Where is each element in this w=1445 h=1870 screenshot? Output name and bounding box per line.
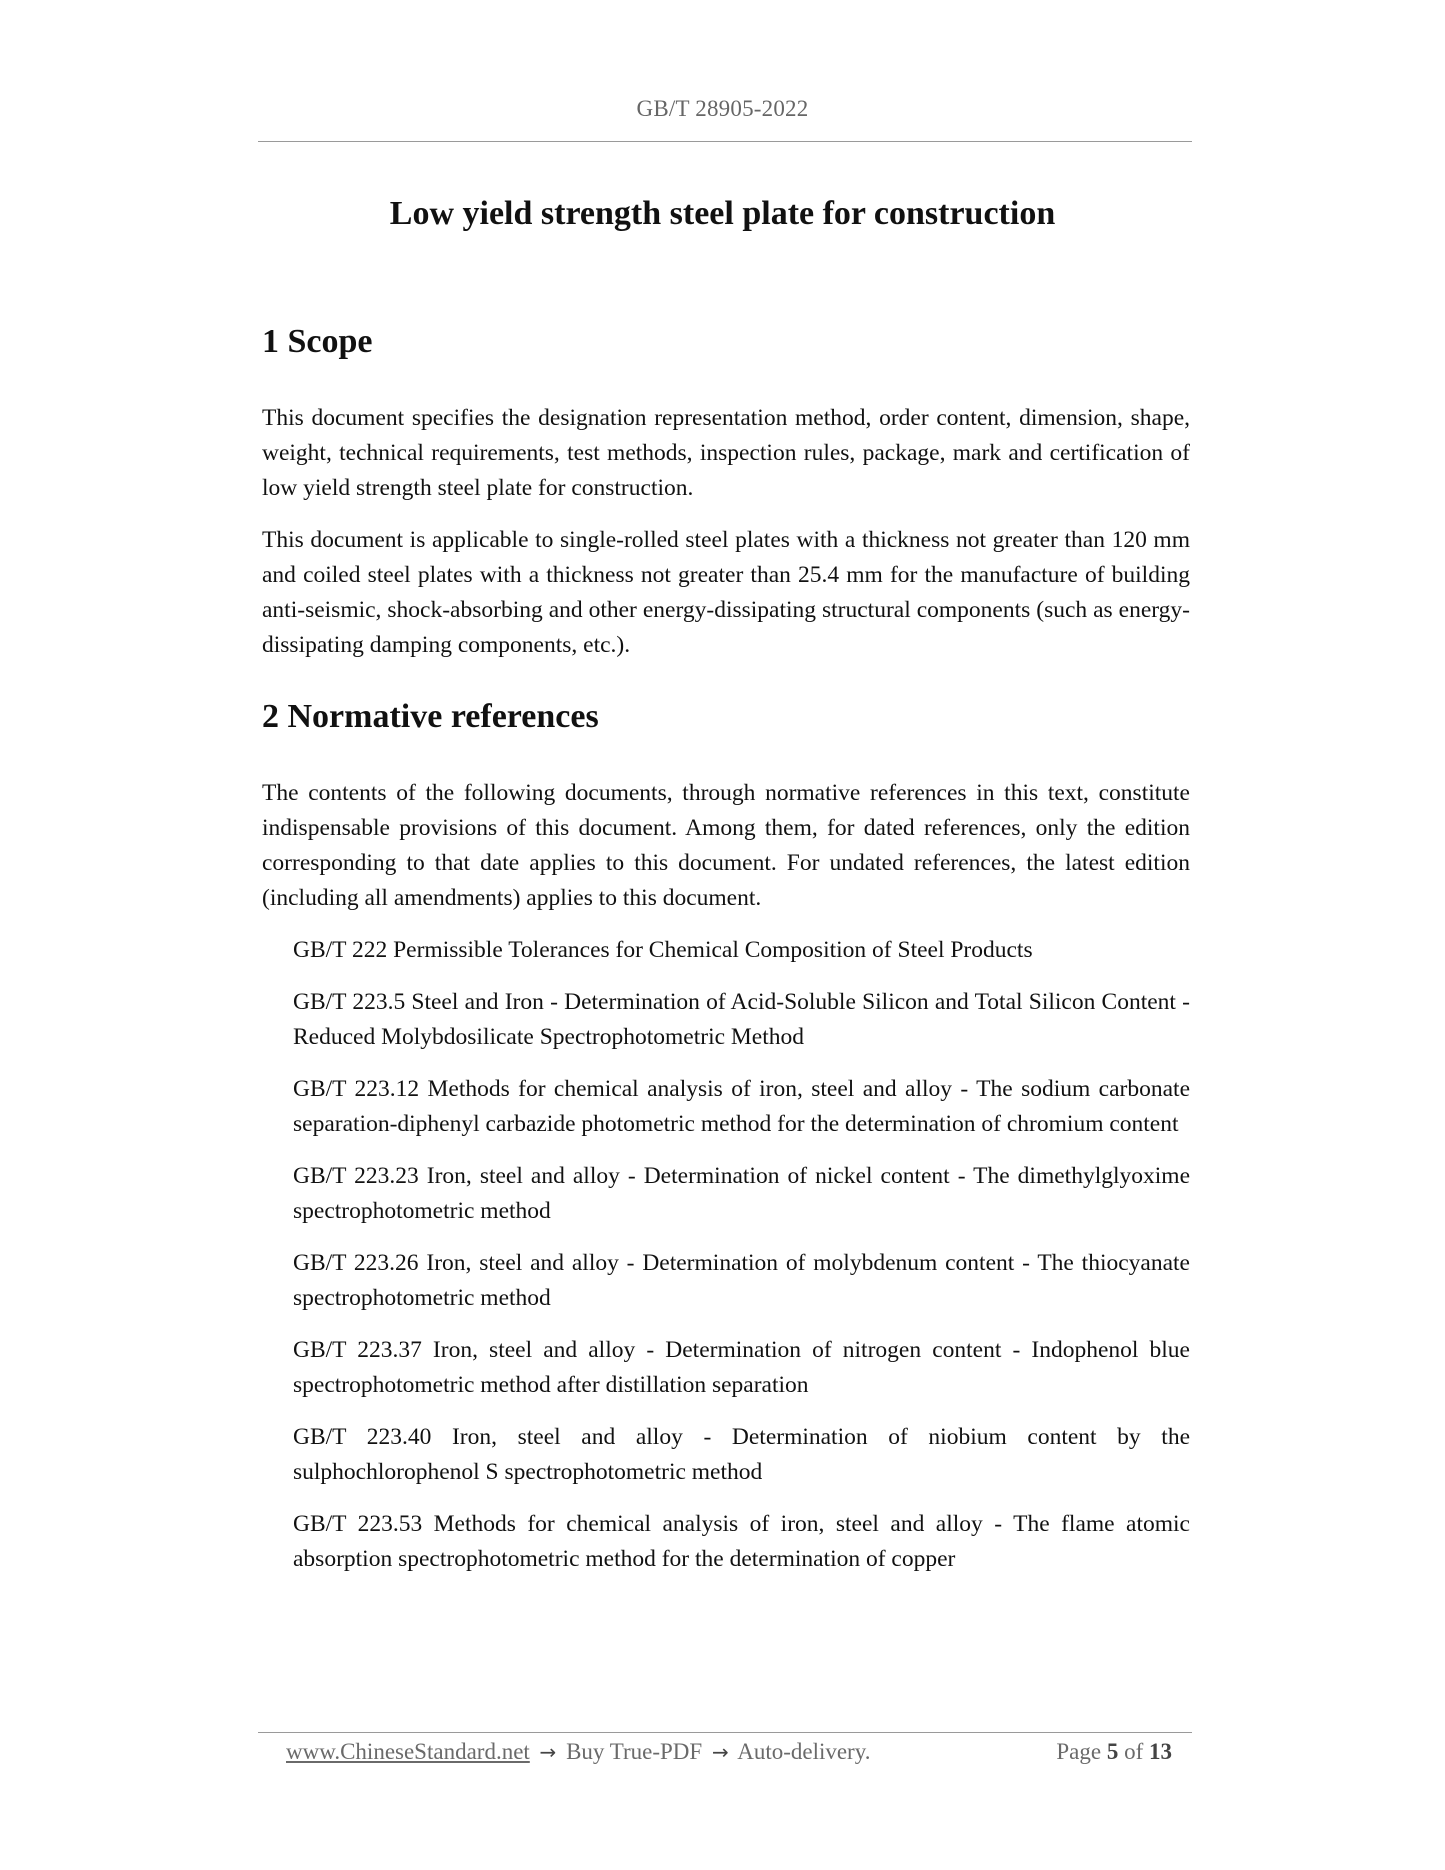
page-content	[262, 316, 1190, 1577]
page-number-indicator	[1056, 1736, 1172, 1768]
arrow-right-icon: →	[539, 1740, 557, 1764]
footer-promo	[286, 1736, 870, 1768]
website-link[interactable]: www.ChineseStandard.net	[286, 1739, 530, 1764]
header-divider	[258, 141, 1192, 142]
arrow-right-icon: →	[711, 1740, 729, 1764]
reference-item: GB/T 223.37 Iron, steel and alloy - Determination of nitrogen content - Indophenol blue spectrophotometric method after distillation separation	[293, 1337, 1190, 1398]
total-page-count: 13	[1149, 1739, 1172, 1764]
reference-item: GB/T 223.12 Methods for chemical analysis of iron, steel and alloy - The sodium carbonate separation-diphenyl carbazide photometric method for the determination of chromium content	[293, 1076, 1190, 1137]
normative-intro-paragraph: The contents of the following documents, through normative references in this text, constitute indispensable provisions of this document. Among them, for dated references, only the edition corresponding to that date applies to this document. For undated references, the latest edition (including all amendments) applies to this document.	[262, 780, 1190, 911]
page-label: Page	[1056, 1739, 1102, 1764]
auto-delivery-text: Auto-delivery.	[737, 1739, 871, 1764]
reference-list	[262, 933, 1190, 1577]
reference-item: GB/T 222 Permissible Tolerances for Chemical Composition of Steel Products	[293, 937, 1033, 963]
scope-paragraph: This document is applicable to single-rolled steel plates with a thickness not greater than 120 mm and coiled steel plates with a thickness not greater than 25.4 mm for the manufacture of building anti-seismic, shock-absorbing and other energy-dissipating structural components (such as energy-dissipating damping components, etc.).	[262, 527, 1190, 658]
reference-item: GB/T 223.23 Iron, steel and alloy - Determination of nickel content - The dimethylglyoxime spectrophotometric method	[293, 1163, 1190, 1224]
document-title: Low yield strength steel plate for construction	[389, 195, 1056, 232]
buy-pdf-text: Buy True-PDF	[566, 1739, 703, 1764]
reference-item: GB/T 223.26 Iron, steel and alloy - Determination of molybdenum content - The thiocyanate spectrophotometric method	[293, 1250, 1190, 1311]
running-header: GB/T 28905-2022	[636, 96, 809, 121]
reference-item: GB/T 223.5 Steel and Iron - Determination of Acid-Soluble Silicon and Total Silicon Content - Reduced Molybdosilicate Spectrophotometric Method	[293, 989, 1190, 1050]
footer-divider	[258, 1732, 1192, 1733]
reference-item: GB/T 223.53 Methods for chemical analysis of iron, steel and alloy - The flame atomic absorption spectrophotometric method for the determination of copper	[293, 1511, 1190, 1572]
current-page-number: 5	[1106, 1739, 1119, 1764]
section-heading-normative-references: 2 Normative references	[262, 698, 599, 735]
reference-item: GB/T 223.40 Iron, steel and alloy - Determination of niobium content by the sulphochlorophenol S spectrophotometric method	[293, 1424, 1190, 1485]
of-label: of	[1124, 1739, 1144, 1764]
section-heading-scope: 1 Scope	[262, 323, 373, 360]
scope-paragraph: This document specifies the designation representation method, order content, dimension, shape, weight, technical requirements, test methods, inspection rules, package, mark and certification of low yield strength steel plate for construction.	[262, 405, 1190, 501]
